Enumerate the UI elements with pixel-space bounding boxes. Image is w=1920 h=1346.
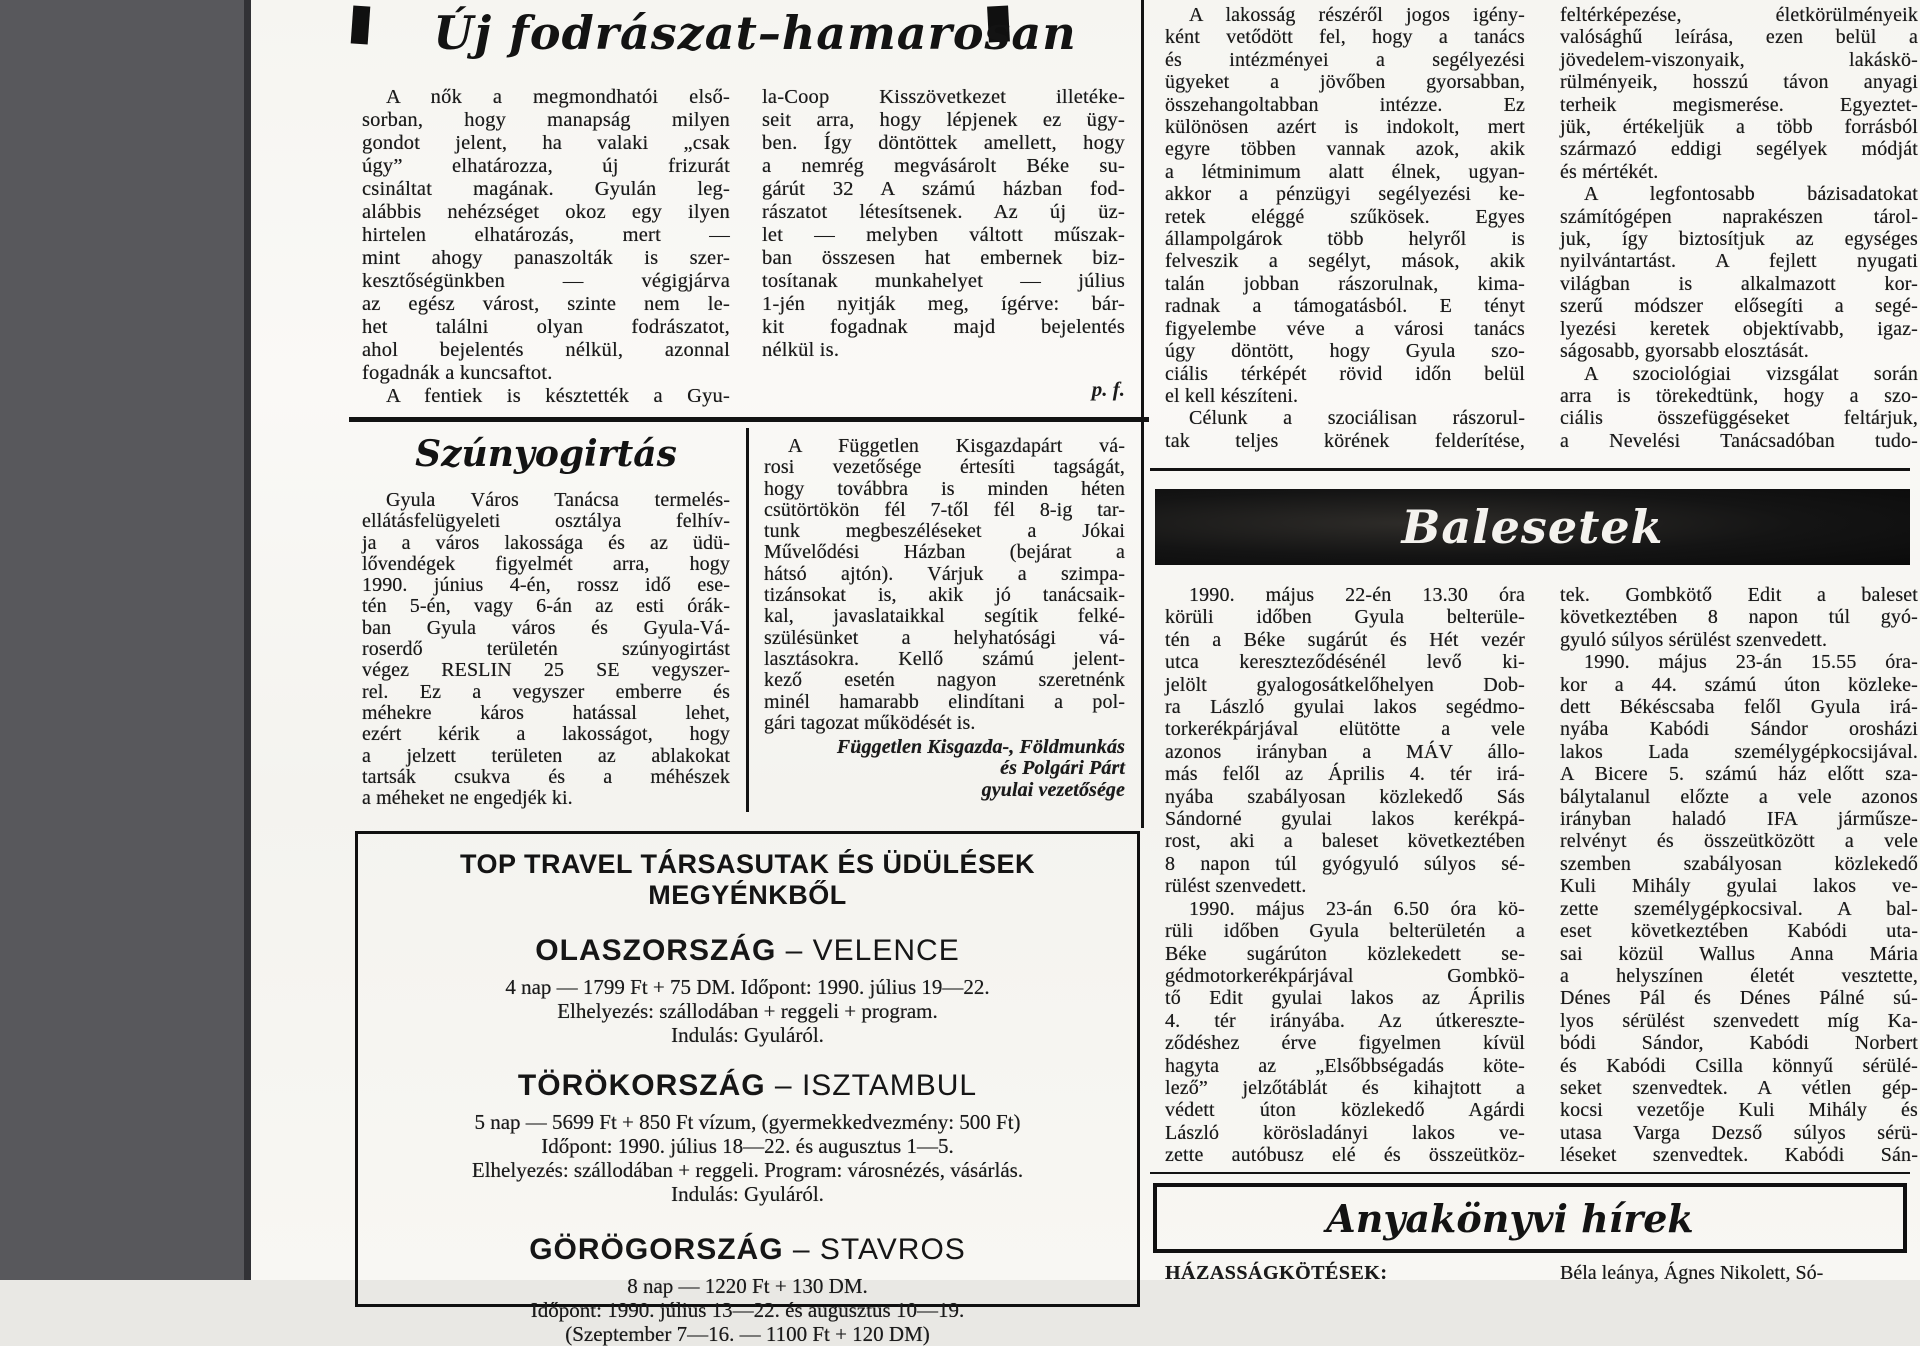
text-line: lasztásokra. Kellő számú jelent- [764, 647, 1125, 670]
text-line: (Szeptember 7—16. — 1100 Ft + 120 DM) [565, 1322, 930, 1346]
text-line: feltérképezése, életkörülményeik [1560, 4, 1918, 26]
text-line: és mértékét. [1560, 160, 1659, 183]
balesetek-column-1 [1165, 584, 1525, 1167]
text-line: A szociológiai vizsgálat során [1584, 362, 1918, 385]
text-line: Elhelyezés: szállodában + reggeli. Program: városnézés, vásárlás. [471, 1158, 1024, 1182]
text-line: Művelődési Házban (bejárat a [764, 541, 1125, 564]
text-line: nyába Kabódi Sándor orosházi [1560, 718, 1918, 741]
scanner-background-strip [0, 0, 248, 1280]
clipped-text-fragment: Béla leánya, Ágnes Nikolett, Só- [1560, 1262, 1824, 1284]
text-line: a helyszínen életét vesztette, [1560, 964, 1918, 987]
text-line: seit arra, hogy lépjenek ez ügy- [762, 109, 1125, 131]
text-line: eset következtében Kabódi uta- [1560, 920, 1918, 943]
text-line: 8 napon túl gyógyuló súlyos sé- [1165, 852, 1525, 875]
text-line: gyulai vezetősége [981, 778, 1125, 801]
text-line: figyelembe véve a városi tanács [1165, 317, 1525, 340]
text-line: léseket szenvedtek. Kabódi Sán- [1560, 1144, 1918, 1167]
text-line: László körösladányi lakos ve- [1165, 1121, 1525, 1144]
text-line: ződéshez érve figyelmen kívül [1165, 1032, 1525, 1055]
text-line: kor a 44. számú úton közleke- [1560, 673, 1918, 696]
text-line: 4. tér irányába. Az útkereszte- [1165, 1009, 1525, 1032]
column-divider-main [1141, 0, 1144, 828]
text-line: tartsák csukva és a méhészek [362, 765, 730, 788]
travel-offer-italy-heading [358, 934, 1137, 968]
text-line: bálytalanul előzte a vele azonos [1560, 785, 1918, 808]
szunyogirtas-column-2 [764, 436, 1125, 734]
travel-offer-turkey-heading [358, 1069, 1137, 1103]
text-line: számítógépen naprakészen tárol- [1560, 205, 1918, 228]
text-line: származó eddigi segélyek módját [1560, 138, 1918, 161]
text-line: 1990. május 22-én 13.30 óra [1189, 584, 1525, 606]
text-line: akkor a pénzügyi segélyezési ke- [1165, 183, 1525, 206]
text-line: 8 nap — 1220 Ft + 130 DM. [627, 1274, 868, 1298]
text-line: ahol bejelentés nélkül, azonnal [362, 339, 730, 361]
text-line: 1990. június 4-én, rossz idő ese- [362, 574, 730, 597]
text-line: ja a város lakossága és az üdü- [362, 531, 730, 554]
text-line: ra László gyulai lakos segédmo- [1165, 696, 1525, 719]
text-line: terheik megismerése. Egyeztet- [1560, 93, 1918, 116]
text-line: A lakosság részéről jogos igény- [1189, 4, 1525, 26]
text-line: a méheket ne engedjék ki. [362, 787, 573, 810]
text-line: tak teljes körének felderítése, [1165, 429, 1525, 452]
text-line: egyre többen vannak azok, akik [1165, 138, 1525, 161]
text-line: védett úton közlekedő Agárdi [1165, 1099, 1525, 1122]
text-line: A fentiek is késztették a Gyu- [386, 385, 730, 407]
text-line: Időpont: 1990. július 18—22. és augusztus 1—5. [541, 1134, 954, 1158]
text-line: lyezési keretek objektívabb, igaz- [1560, 317, 1918, 340]
text-line: mint ahogy panaszolták is szer- [362, 247, 730, 269]
text-line: hogy továbbra is minden héten [764, 477, 1125, 500]
text-line: rost, aki a baleset következtében [1165, 830, 1525, 853]
text-line: hátsó ajtón). Várjuk a szimpa- [764, 562, 1125, 585]
text-line: nyába szabályosan közlekedő Sás [1165, 785, 1525, 808]
text-line: arra is törekedtünk, hogy a szo- [1560, 384, 1918, 407]
text-line: szülésünket a helyhatósági vá- [764, 626, 1125, 649]
text-line: irányban haladó IFA járműsze- [1560, 808, 1918, 831]
text-line: rülést szenvedett. [1165, 875, 1307, 898]
author-initials: p. f. [1091, 377, 1125, 401]
text-line: seket szenvedtek. A vétlen gép- [1560, 1076, 1918, 1099]
text-line: szemben szabályosan közlekedő [1560, 852, 1918, 875]
travel-offer-italy-details [358, 975, 1137, 1047]
destination-city: – VELENCE [785, 934, 960, 967]
text-line: minél hamarabb elindítani a pol- [764, 690, 1125, 713]
text-line: Célunk a szociálisan rászorul- [1189, 407, 1525, 430]
text-line: tek. Gombkötő Edit a baleset [1560, 584, 1918, 606]
marriages-heading-fragment: HÁZASSÁGKÖTÉSEK: [1165, 1262, 1388, 1284]
text-line: kesztőségünkben — végigjárva [362, 270, 730, 292]
text-line: a nemrég megvásárolt Béke su- [762, 155, 1125, 177]
anyakonyvi-title: Anyakönyvi hírek [1326, 1195, 1694, 1241]
text-line: rosi vezetősége értesíti tagságát, [764, 456, 1125, 479]
text-line: a létminimum alatt élnek, ugyan- [1165, 160, 1525, 183]
text-line: gédmotorkerékpárjával Gombkö- [1165, 964, 1525, 987]
text-line: nélkül is. [762, 339, 840, 361]
destination-city: – ISZTAMBUL [774, 1069, 978, 1102]
text-line: ügyeket a jövőben gyorsabban, [1165, 71, 1525, 94]
text-line: sai közül Wallus Anna Mária [1560, 942, 1918, 965]
text-line: 1990. május 23-án 6.50 óra kö- [1189, 897, 1525, 920]
text-line: lező” jelzőtáblát és kihajtott a [1165, 1076, 1525, 1099]
text-line: 5 nap — 5699 Ft + 850 Ft vízum, (gyermekkedvezmény: 500 Ft) [474, 1110, 1021, 1134]
text-line: het találni olyan fodrászatot, [362, 316, 730, 338]
text-line: jelölt gyalogosátkelőhelyen Dob- [1165, 673, 1525, 696]
szunyogirtas-column-1 [362, 490, 730, 809]
fodraszat-column-2 [762, 86, 1125, 362]
text-line: tén a Béke sugárút és Hét vezér [1165, 628, 1525, 651]
text-line: rászatot létesítsenek. Az új üz- [762, 201, 1125, 223]
text-line: let — melyben váltott műszak- [762, 224, 1125, 246]
text-line: ságosabb, gyorsabb elosztását. [1560, 340, 1809, 363]
text-line: A Független Kisgazdapárt vá- [788, 435, 1125, 457]
text-line: ben. Így döntöttek amellett, hogy [762, 132, 1125, 154]
text-line: tunk megbeszéléseket a Jókai [764, 520, 1125, 543]
destination-country: GÖRÖGORSZÁG [529, 1233, 784, 1266]
text-line: utca kereszteződésénél levő ki- [1165, 651, 1525, 674]
text-line: ciális összefüggéseket feltárjuk, [1560, 407, 1918, 430]
anyakonyvi-box [1153, 1183, 1907, 1253]
text-line: Indulás: Gyuláról. [671, 1023, 824, 1047]
travel-ad-header: TOP TRAVEL TÁRSASUTAK ÉS ÜDÜLÉSEK MEGYÉNKBŐL [459, 849, 1036, 910]
text-line: és intézményei a segélyezési [1165, 48, 1525, 71]
rule-above-anyakonyvi [1150, 1172, 1910, 1174]
szocialis-column-1 [1165, 4, 1525, 452]
text-line: világban is alkalmazott kor- [1560, 272, 1918, 295]
balesetek-banner [1155, 489, 1910, 565]
text-line: és Kabódi Csilla könnyű sérülé- [1560, 1054, 1918, 1077]
text-line: el kell készíteni. [1165, 384, 1299, 407]
text-line: lakos Lada személygépkocsijával. [1560, 740, 1918, 763]
text-line: felveszik a segélyt, mások, akik [1165, 250, 1525, 273]
text-line: következtében 8 napon túl gyó- [1560, 606, 1918, 629]
text-line: Független Kisgazda-, Földmunkás [836, 736, 1125, 758]
travel-offer-turkey-details [358, 1110, 1137, 1206]
travel-ad-box [355, 831, 1140, 1346]
text-line: zette autóbusz elé és összeütköz- [1165, 1144, 1525, 1167]
destination-city: – STAVROS [792, 1233, 966, 1266]
text-line: úgy döntött, hogy Gyula szo- [1165, 340, 1525, 363]
text-line: Kuli Mihály gyulai lakos ve- [1560, 875, 1918, 898]
text-line: A legfontosabb bázisadatokat [1584, 183, 1918, 206]
text-line: bódi Sándor, Kabódi Norbert [1560, 1032, 1918, 1055]
text-line: jük, értékeljük a több forrásból [1560, 116, 1918, 139]
balesetek-title: Balesetek [1401, 500, 1664, 554]
text-line: Időpont: 1990. július 13—22. és augusztus 10—19. [530, 1298, 965, 1322]
text-line: ban összesen hat embernek biz- [762, 247, 1125, 269]
text-line: alábbis nehézséget okoz egy ilyen [362, 201, 730, 223]
text-line: összehangoltabban intézze. Ez [1165, 93, 1525, 116]
article-headline: Új fodrászat–hamarosan [433, 6, 1077, 60]
text-line: kal, javaslataikkal segítik felké- [764, 605, 1125, 628]
text-line: retek eléggé szűkösek. Egyes [1165, 205, 1525, 228]
text-line: 1990. május 23-án 15.55 óra- [1584, 651, 1918, 674]
text-line: hagyta az „Elsőbbségadás köte- [1165, 1054, 1525, 1077]
text-line: Elhelyezés: szállodában + reggeli + program. [557, 999, 938, 1023]
text-line: a Nevelési Tanácsadóban tudo- [1560, 429, 1918, 452]
text-line: torkerékpárjával elütötte a vele [1165, 718, 1525, 741]
fodraszat-column-1 [362, 86, 730, 408]
text-line: la-Coop Kisszövetkezet illetéke- [762, 86, 1125, 108]
text-line: lyos sérülést szenvedett míg Ka- [1560, 1009, 1918, 1032]
text-line: jövedelem-viszonyaik, lakáskö- [1560, 48, 1918, 71]
text-line: a jelzett területen az ablakokat [362, 744, 730, 767]
text-line: gári tagozat működését is. [764, 711, 976, 734]
text-line: zette személygépkocsival. A bal- [1560, 897, 1918, 920]
text-line: gondot jelent, ha valaki „csak [362, 132, 730, 154]
text-line: tosítanak munkahelyet — július [762, 270, 1125, 292]
text-line: azonos irányban a MÁV állo- [1165, 740, 1525, 763]
text-line: juk, így biztosítjuk az egységes [1560, 228, 1918, 251]
text-line: Béke sugárúton közlekedett se- [1165, 942, 1525, 965]
destination-country: OLASZORSZÁG [535, 934, 777, 967]
rule-above-balesetek [1150, 468, 1910, 471]
text-line: radnak a támogatásból. E tényt [1165, 295, 1525, 318]
text-line: csináltat magának. Gyulán leg- [362, 178, 730, 200]
text-line: kit fogadnak majd bejelentés [762, 316, 1125, 338]
text-line: A nők a megmondhatói első- [386, 86, 730, 108]
text-line: ellátásfelügyeleti osztálya felhív- [362, 510, 730, 533]
szunyogirtas-heading: Szúnyogirtás [415, 433, 677, 475]
text-line: különösen azért is indokolt, mert [1165, 116, 1525, 139]
balesetek-column-2 [1560, 584, 1918, 1167]
text-line: végez RESLIN 25 SE vegyszer- [362, 659, 730, 682]
destination-country: TÖRÖKORSZÁG [517, 1069, 766, 1102]
travel-offer-greece-details [358, 1274, 1137, 1346]
text-line: úgy” elhatározza, új frizurát [362, 155, 730, 177]
text-line: tén 5-én, vagy 6-án az esti órák- [362, 595, 730, 618]
column-divider-szunyogirtas [746, 428, 749, 812]
text-line: sorban, hogy manapság milyen [362, 109, 730, 131]
text-line: csütörtökön fél 7-től fél 8-ig tar- [764, 498, 1125, 521]
text-line: lővendégek figyelmét arra, hogy [362, 552, 730, 575]
text-line: tő Edit gyulai lakos az Április [1165, 987, 1525, 1010]
text-line: méhekre káros hatással lehet, [362, 701, 730, 724]
text-line: gyuló súlyos sérülést szenvedett. [1560, 628, 1828, 651]
text-line: tizánsokat is, akik jó tanácsaik- [764, 584, 1125, 607]
text-line: rel. Ez a vegyszer emberre és [362, 680, 730, 703]
text-line: Gyula Város Tanácsa termelés- [386, 489, 730, 511]
text-line: valósághű leírása, ezen belül a [1560, 26, 1918, 49]
text-line: körüli időben Gyula belterüle- [1165, 606, 1525, 629]
text-line: Indulás: Gyuláról. [671, 1182, 824, 1206]
text-line: fogadnák a kuncsaftot. [362, 362, 553, 384]
text-line: Sándorné gyulai lakos kerékpá- [1165, 808, 1525, 831]
text-line: ciális térképét rövid időn belül [1165, 362, 1525, 385]
text-line: kező esetén nagyon szeretnénk [764, 669, 1125, 692]
text-line: dett Békéscsaba felől Gyula irá- [1560, 696, 1918, 719]
text-line: az egész várost, szinte nem le- [362, 293, 730, 315]
page-edge-shadow [244, 0, 251, 1280]
travel-offer-greece-heading [358, 1233, 1137, 1267]
text-line: hirtelen elhatározás, mert — [362, 224, 730, 246]
text-line: rüli időben Gyula belterületén a [1165, 920, 1525, 943]
section-rule-horizontal [349, 417, 1149, 422]
party-signature [764, 737, 1125, 801]
text-line: gárút 32 A számú házban fod- [762, 178, 1125, 200]
text-line: utasa Varga Dezső súlyos sérü- [1560, 1121, 1918, 1144]
text-line: kocsi vezetője Kuli Mihály és [1560, 1099, 1918, 1122]
text-line: más felől az Április 4. tér irá- [1165, 763, 1525, 786]
text-line: ban Gyula város és Gyula-Vá- [362, 616, 730, 639]
text-line: A Bicere 5. számú ház előtt sza- [1560, 763, 1918, 786]
text-line: szerű módszer elősegíti a segé- [1560, 295, 1918, 318]
text-line: nyilvántartást. A fejlett nyugati [1560, 250, 1918, 273]
text-line: ezért kérik a lakosságot, hogy [362, 723, 730, 746]
text-line: roserdő területén szúnyogirtást [362, 638, 730, 661]
text-line: relvényt és összeütközött a vele [1560, 830, 1918, 853]
text-line: Dénes Pál és Dénes Pálné sú- [1560, 987, 1918, 1010]
text-line: talán jobban rászorulnak, kima- [1165, 272, 1525, 295]
text-line: rülményeik, hosszú távon anyagi [1560, 71, 1918, 94]
text-line: ként vetődött fel, hogy a tanács [1165, 26, 1525, 49]
text-line: és Polgári Párt [1000, 757, 1125, 780]
text-line: 1-jén nyitják meg, ígérve: bár- [762, 293, 1125, 315]
text-line: állampolgárok több helyről is [1165, 228, 1525, 251]
szocialis-column-2 [1560, 4, 1918, 452]
text-line: 4 nap — 1799 Ft + 75 DM. Időpont: 1990. július 19—22. [505, 975, 990, 999]
